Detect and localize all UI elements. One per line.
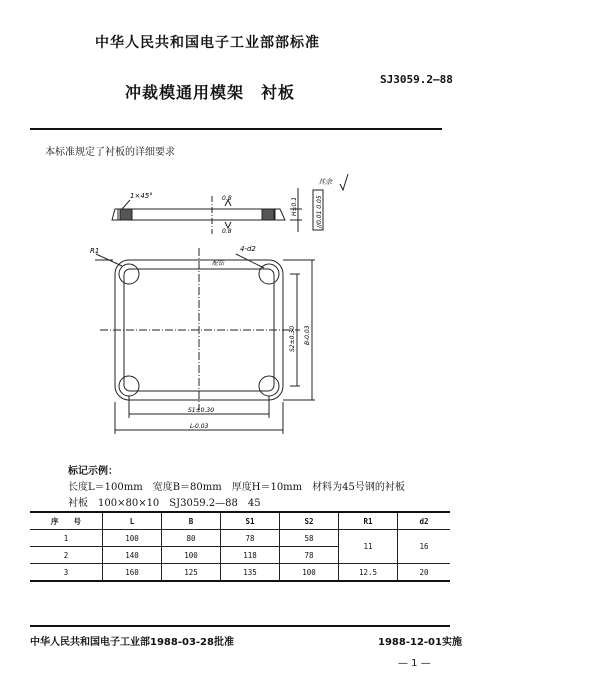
table-row — [30, 564, 450, 582]
col-header-s2: S2 — [280, 512, 339, 530]
col-header-b: B — [162, 512, 221, 530]
page-number: — 1 — — [398, 658, 431, 669]
cell-s1: 118 — [221, 547, 280, 564]
cell-l: 100 — [103, 530, 162, 547]
cell-l: 160 — [103, 564, 162, 582]
document-title: 冲裁模通用模架 衬板 — [125, 83, 296, 102]
col-header-d2: d2 — [398, 512, 451, 530]
example-heading: 标记示例： — [68, 466, 118, 477]
org-standard-heading: 中华人民共和国电子工业部部标准 — [95, 35, 320, 51]
radius-label: R1 — [90, 247, 100, 255]
table-row — [30, 530, 450, 547]
thickness-label: H±0.1 — [291, 196, 298, 216]
cell-b: 100 — [162, 547, 221, 564]
chamfer-label: 1×45° — [130, 192, 153, 200]
parallel-tolerance-label: //0.01 0.05 — [316, 195, 323, 228]
cell-s2: 78 — [280, 547, 339, 564]
cell-b: 80 — [162, 530, 221, 547]
dim-b-label: B-0.03 — [304, 325, 311, 345]
hole-label: 4-d2 — [240, 245, 256, 253]
roughness-top-label: 0.8 — [222, 195, 232, 202]
example-line-2: 衬板 100×80×10 SJ3059.2—88 45 — [68, 498, 261, 509]
effective-date: 1988-12-01实施 — [378, 637, 462, 648]
table-header-row — [30, 512, 450, 530]
cell-s2: 58 — [280, 530, 339, 547]
footer-rule — [30, 625, 450, 627]
roughness-bottom-label: 0.8 — [222, 228, 232, 235]
col-header-s1: S1 — [221, 512, 280, 530]
side-view — [112, 174, 348, 234]
cell-l: 140 — [103, 547, 162, 564]
cell-seq: 2 — [63, 550, 69, 560]
dim-s2-label: S2±0.30 — [289, 325, 296, 352]
cell-d2: 20 — [398, 564, 451, 582]
intro-text: 本标准规定了衬板的详细要求 — [45, 147, 175, 158]
other-surfaces-label: 其余 — [318, 178, 332, 186]
col-header-l: L — [103, 512, 162, 530]
header-rule — [30, 128, 442, 130]
example-line-1: 长度L＝100mm 宽度B＝80mm 厚度H＝10mm 材料为45号钢的衬板 — [68, 482, 405, 493]
cell-d2: 16 — [398, 530, 451, 564]
col-header-r1: R1 — [339, 512, 398, 530]
cell-seq: 1 — [63, 533, 69, 543]
dim-s1-label: S1±0.30 — [188, 407, 215, 414]
dim-l-label: L-0.03 — [190, 423, 209, 430]
cell-s2: 100 — [280, 564, 339, 582]
cell-r1: 11 — [339, 530, 398, 564]
standard-code: SJ3059.2—88 — [380, 73, 453, 86]
cell-b: 125 — [162, 564, 221, 582]
cell-s1: 78 — [221, 530, 280, 547]
hole-note: 配钻 — [212, 260, 225, 267]
cell-seq: 3 — [63, 567, 69, 577]
dimension-table — [30, 511, 450, 582]
technical-drawing — [0, 160, 600, 460]
approval-text: 中华人民共和国电子工业部1988-03-28批准 — [30, 637, 234, 648]
cell-r1: 12.5 — [339, 564, 398, 582]
col-header-seq: 序 号 — [51, 516, 81, 526]
cell-s1: 135 — [221, 564, 280, 582]
